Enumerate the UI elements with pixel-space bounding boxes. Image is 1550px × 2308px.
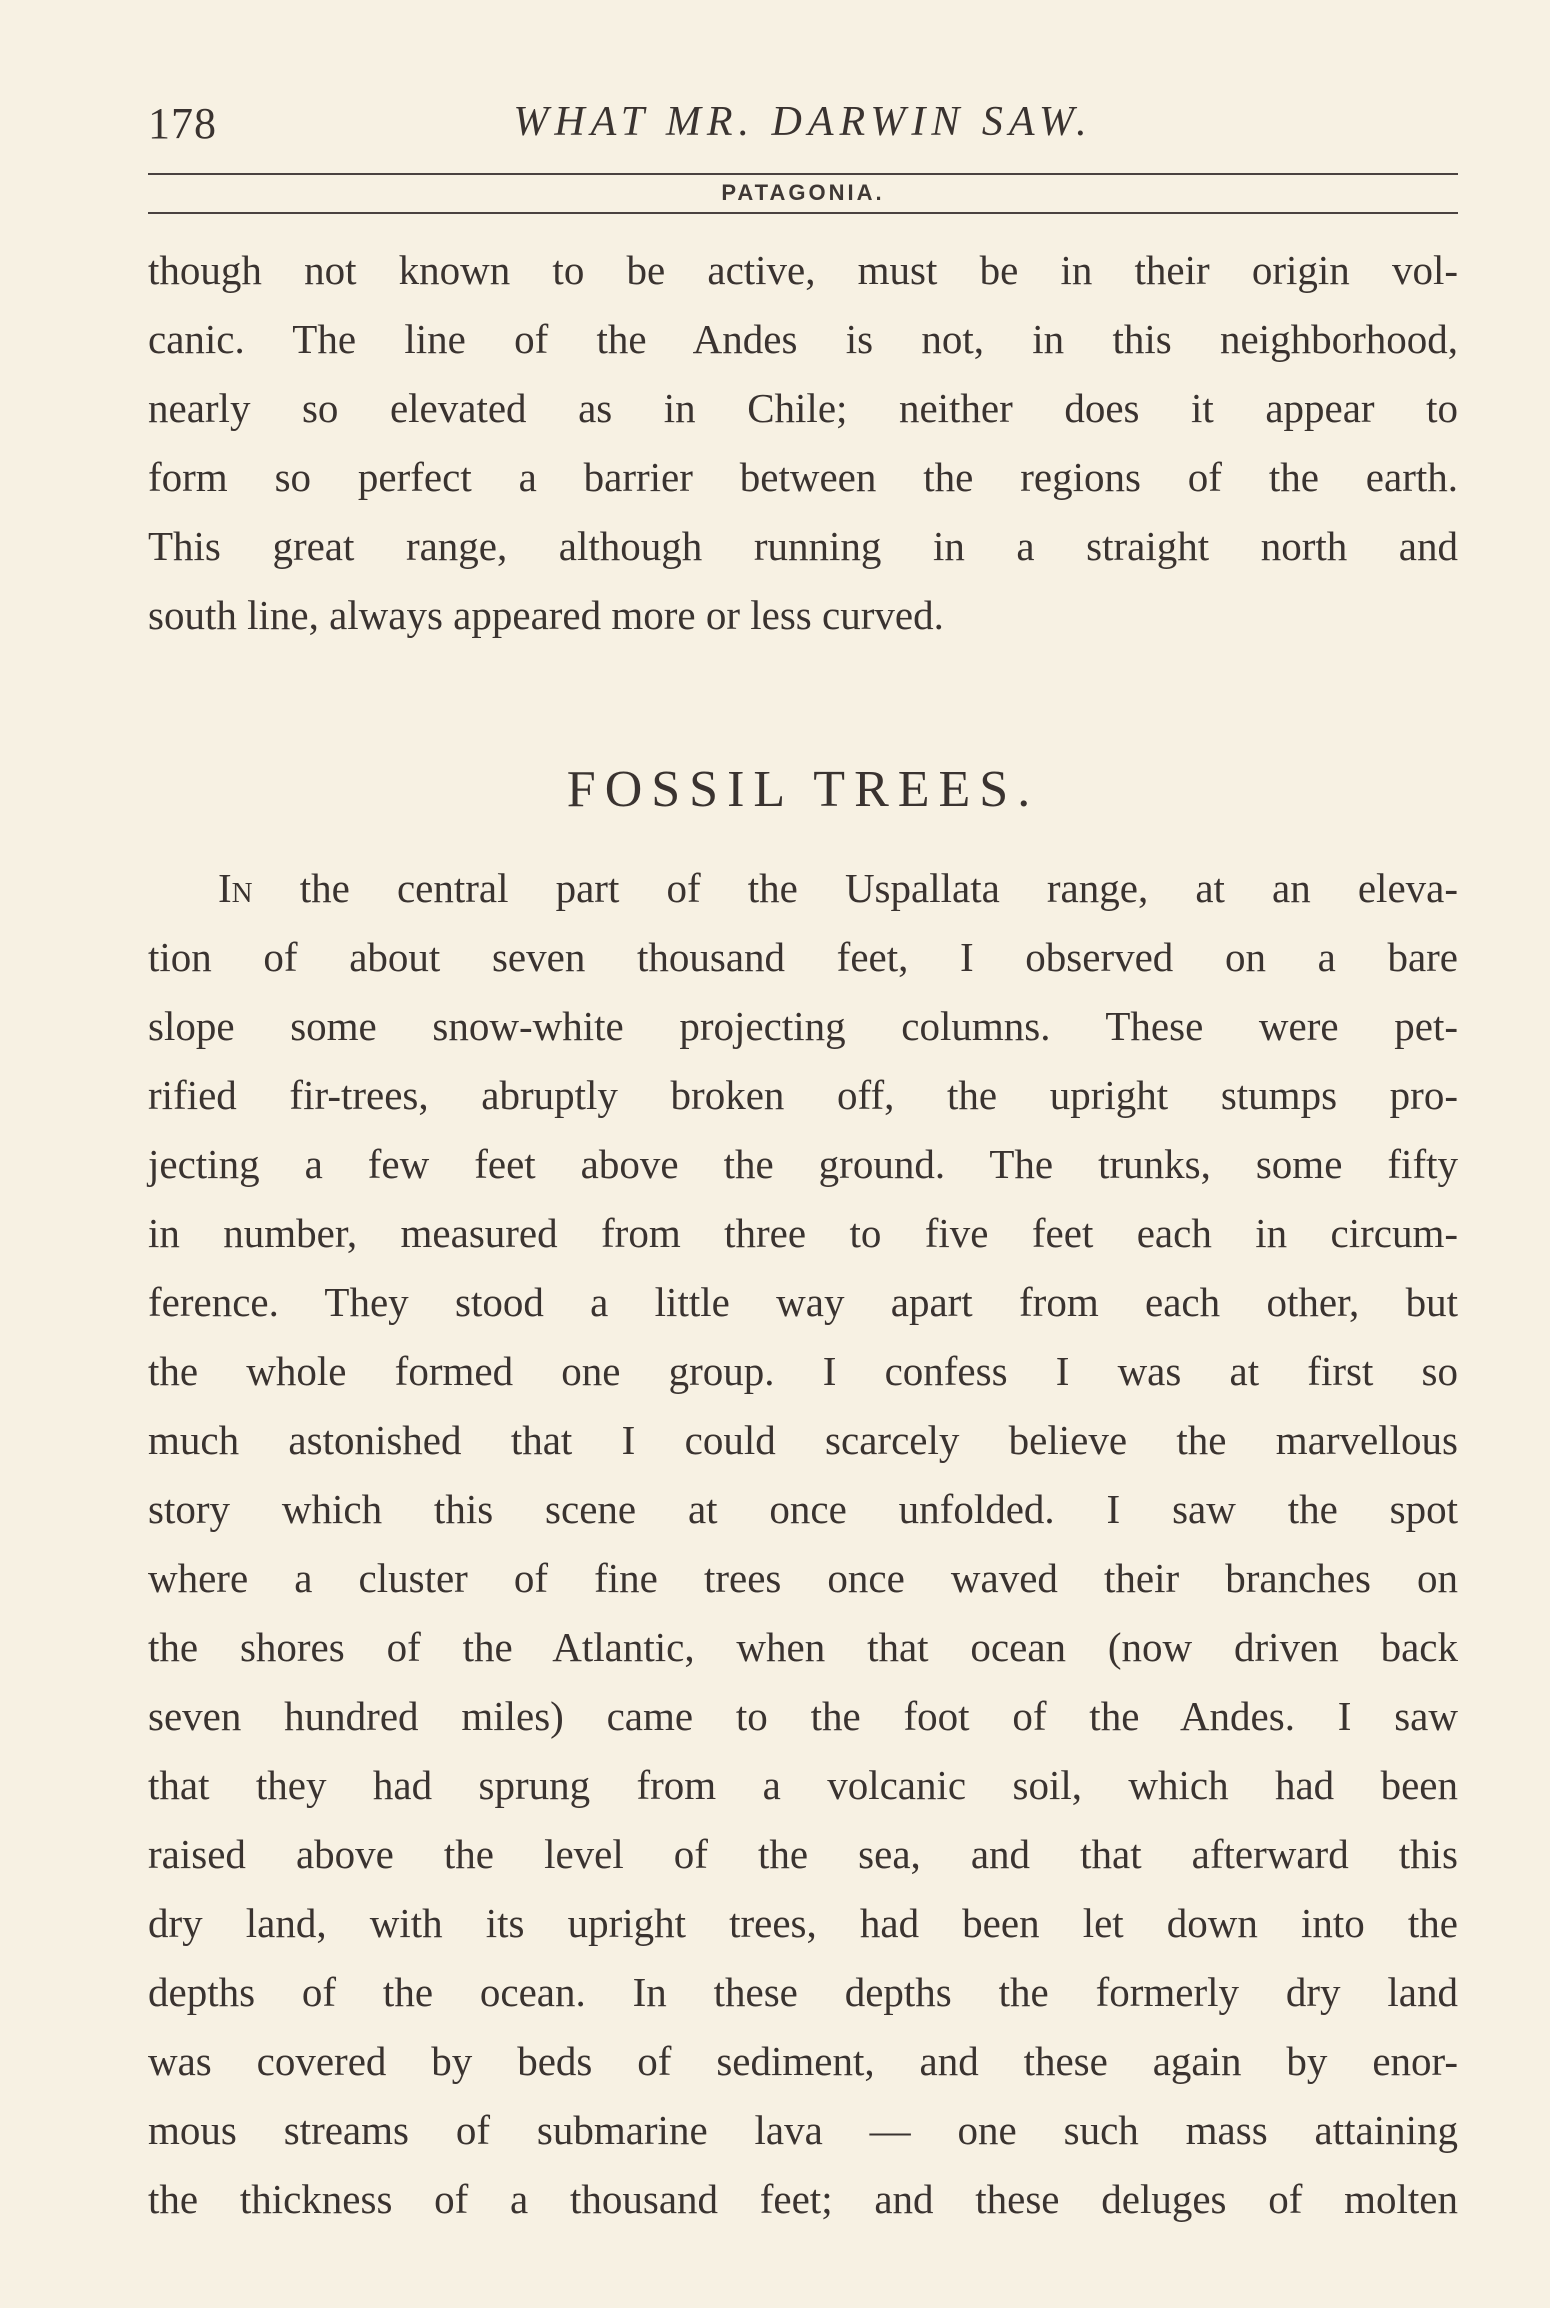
page-number: 178 bbox=[148, 99, 217, 148]
text-line: jecting a few feet above the ground. The trunks, some fifty bbox=[148, 1141, 1458, 1187]
text-line: south line, always appeared more or less curved. bbox=[148, 592, 944, 638]
text-line: mous streams of submarine lava — one such mass attaining bbox=[148, 2107, 1458, 2153]
text-line: canic. The line of the Andes is not, in this neighborhood, bbox=[148, 316, 1458, 362]
text-line: tion of about seven thousand feet, I observed on a bare bbox=[148, 934, 1458, 980]
text-line: nearly so elevated as in Chile; neither does it appear to bbox=[148, 385, 1458, 431]
text-line: This great range, although running in a straight north and bbox=[148, 523, 1458, 569]
text-line: though not known to be active, must be in their origin vol- bbox=[148, 247, 1458, 293]
text-line: the whole formed one group. I confess I was at first so bbox=[148, 1348, 1458, 1394]
text-line: the thickness of a thousand feet; and these deluges of molten bbox=[148, 2176, 1458, 2222]
text-line: form so perfect a barrier between the regions of the earth. bbox=[148, 454, 1458, 500]
section-header: PATAGONIA. bbox=[721, 180, 885, 205]
text-line: raised above the level of the sea, and that afterward this bbox=[148, 1831, 1458, 1877]
main-paragraph bbox=[148, 854, 1458, 2234]
header-rule-bottom bbox=[148, 212, 1458, 214]
text-line: ference. They stood a little way apart from each other, but bbox=[148, 1279, 1458, 1325]
book-title: WHAT MR. DARWIN SAW. bbox=[513, 99, 1093, 145]
text-line-first bbox=[148, 854, 1458, 923]
text-line: depths of the ocean. In these depths the formerly dry land bbox=[148, 1969, 1458, 2015]
text-line: that they had sprung from a volcanic soil, which had been bbox=[148, 1762, 1458, 1808]
drop-word: In bbox=[218, 865, 253, 911]
header-rule-top bbox=[148, 173, 1458, 175]
text-line: story which this scene at once unfolded. I saw the spot bbox=[148, 1486, 1458, 1532]
text-line: rified fir-trees, abruptly broken off, the upright stumps pro- bbox=[148, 1072, 1458, 1118]
text-line: much astonished that I could scarcely believe the marvellous bbox=[148, 1417, 1458, 1463]
text-line: dry land, with its upright trees, had been let down into the bbox=[148, 1900, 1458, 1946]
text-line: in number, measured from three to five feet each in circum- bbox=[148, 1210, 1458, 1256]
text-line: where a cluster of fine trees once waved their branches on bbox=[148, 1555, 1458, 1601]
continued-paragraph bbox=[148, 236, 1458, 650]
running-head bbox=[148, 98, 1458, 158]
text-line: was covered by beds of sediment, and these again by enor- bbox=[148, 2038, 1458, 2084]
section-heading: FOSSIL TREES. bbox=[566, 761, 1040, 818]
text-line: seven hundred miles) came to the foot of the Andes. I saw bbox=[148, 1693, 1458, 1739]
first-line-text: the central part of the Uspallata range, at an eleva- bbox=[252, 865, 1458, 911]
text-line: the shores of the Atlantic, when that ocean (now driven back bbox=[148, 1624, 1458, 1670]
text-line: slope some snow-white projecting columns. These were pet- bbox=[148, 1003, 1458, 1049]
